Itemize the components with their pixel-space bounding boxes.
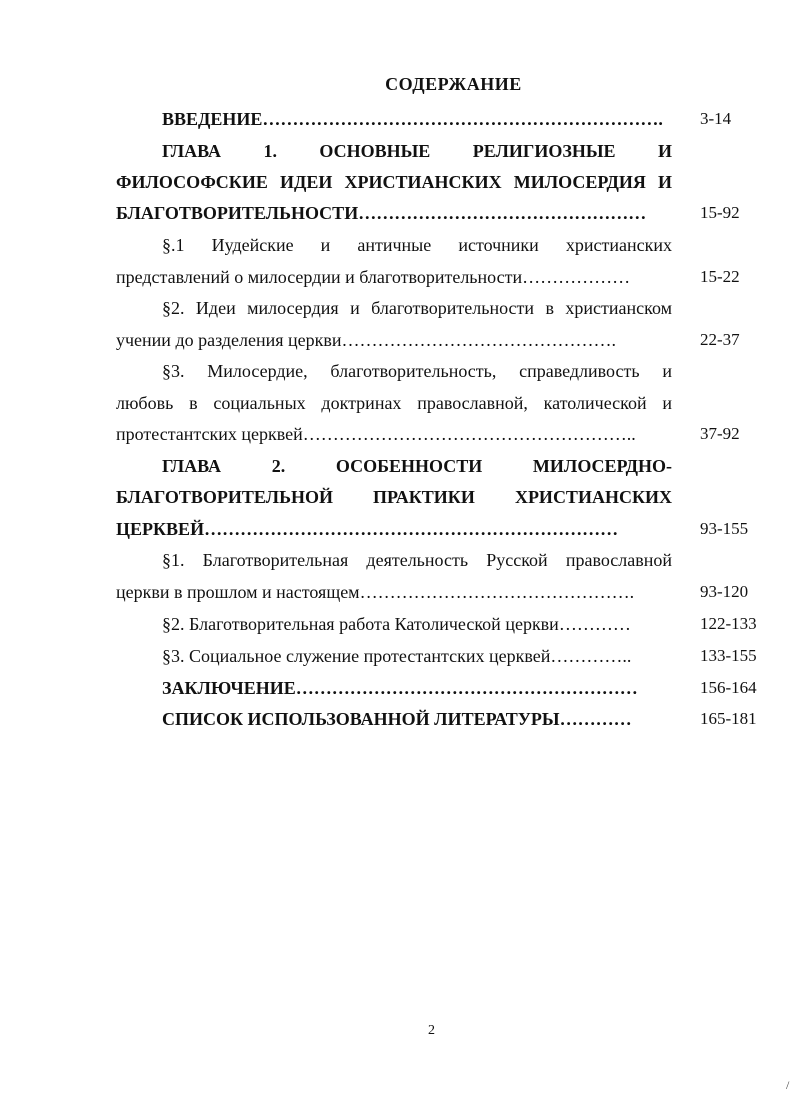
toc-section-1-3-line3: протестантских церквей……………………………………………….. bbox=[116, 424, 636, 444]
toc-section-1-1-line1: §.1 Иудейские и античные источники христианских bbox=[162, 235, 672, 255]
toc-section-2-1-line2: церкви в прошлом и настоящем………………………………………. bbox=[116, 582, 635, 602]
toc-chapter2-line1: ГЛАВА 2. ОСОБЕННОСТИ МИЛОСЕРДНО- bbox=[162, 456, 672, 476]
toc-pages-intro: 3-14 bbox=[700, 109, 732, 128]
toc-section-2-3: §3. Социальное служение протестантских церквей………….. bbox=[162, 646, 632, 666]
toc-pages-bibliography: 165-181 bbox=[700, 709, 757, 728]
page-number: 2 bbox=[428, 1023, 435, 1038]
toc-entry-bibliography: СПИСОК ИСПОЛЬЗОВАННОЙ ЛИТЕРАТУРЫ………… bbox=[162, 709, 632, 729]
toc-section-1-3-line1: §3. Милосердие, благотворительность, справедливость и bbox=[162, 361, 672, 381]
toc-section-1-2-line1: §2. Идеи милосердия и благотворительности в христианском bbox=[162, 298, 672, 318]
toc-pages-section-2-2: 122-133 bbox=[700, 614, 757, 633]
toc-pages-section-1-3: 37-92 bbox=[700, 424, 740, 443]
toc-pages-chapter2: 93-155 bbox=[700, 519, 749, 538]
toc-section-1-2-line2: учении до разделения церкви………………………………………. bbox=[116, 330, 617, 350]
toc-pages-chapter1: 15-92 bbox=[700, 203, 740, 222]
toc-section-2-1-line1: §1. Благотворительная деятельность Русской православной bbox=[162, 550, 672, 570]
toc-pages-conclusion: 156-164 bbox=[700, 678, 757, 697]
toc-pages-section-1-1: 15-22 bbox=[700, 267, 740, 286]
toc-entry-intro: ВВЕДЕНИЕ…………………………………………………………. bbox=[162, 109, 663, 129]
toc-section-1-1-line2: представлений о милосердии и благотворительности……………… bbox=[116, 267, 631, 287]
page-title: СОДЕРЖАНИЕ bbox=[385, 74, 522, 94]
corner-mark: / bbox=[786, 1078, 790, 1092]
toc-section-2-2: §2. Благотворительная работа Католической церкви………… bbox=[162, 614, 631, 634]
toc-chapter2-line3: ЦЕРКВЕЙ…………………………………………………………… bbox=[116, 519, 619, 539]
toc-chapter1-line1: ГЛАВА 1. ОСНОВНЫЕ РЕЛИГИОЗНЫЕ И bbox=[162, 141, 672, 161]
toc-chapter1-line2: ФИЛОСОФСКИЕ ИДЕИ ХРИСТИАНСКИХ МИЛОСЕРДИЯ И bbox=[116, 172, 672, 192]
toc-chapter2-line2: БЛАГОТВОРИТЕЛЬНОЙ ПРАКТИКИ ХРИСТИАНСКИХ bbox=[116, 487, 672, 507]
toc-pages-section-2-1: 93-120 bbox=[700, 582, 749, 601]
toc-entry-conclusion: ЗАКЛЮЧЕНИЕ………………………………………………… bbox=[162, 678, 638, 698]
toc-chapter1-line3: БЛАГОТВОРИТЕЛЬНОСТИ………………………………………… bbox=[116, 203, 647, 223]
toc-pages-section-2-3: 133-155 bbox=[700, 646, 757, 665]
toc-section-1-3-line2: любовь в социальных доктринах православной, католической и bbox=[116, 393, 672, 413]
toc-pages-section-1-2: 22-37 bbox=[700, 330, 740, 349]
